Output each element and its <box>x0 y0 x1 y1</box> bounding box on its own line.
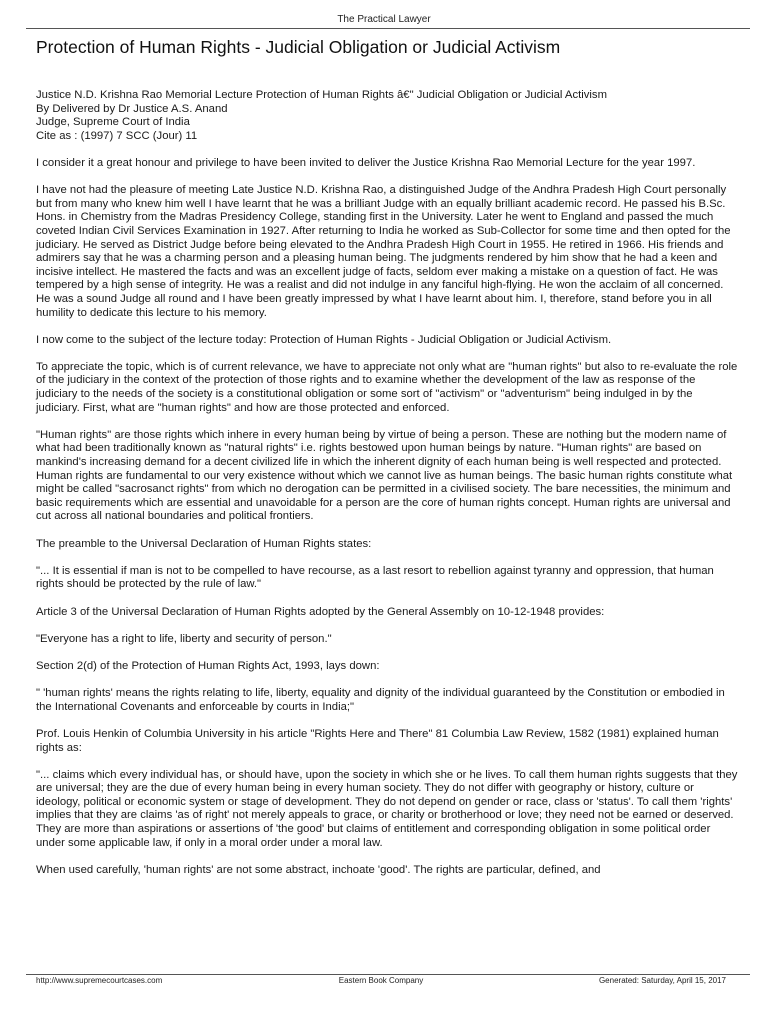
paragraph: "Human rights" are those rights which inhere in every human being by virtue of being a person. These are nothing but the modern name of what had been traditionally known as "natural rights" i.e. rights bestowed upon human beings by nature. "Human rights" are based on mankind's increasing demand for a decent civilized life in which the inherent dignity of each human being is well respected and protected. Human rights are fundamental to our very existence without which we cannot live as human beings. The basic human rights constitute what might be called "sacrosanct rights" from which no derogation can be permitted in a civilised society. The bare necessities, the minimum and basic requirements which are essential and unavoidable for a person are the core of human rights concept. Human rights are universal and cut across all national boundaries and political frontiers. <box>36 428 733 523</box>
lecturer-line: By Delivered by Dr Justice A.S. Anand <box>36 102 228 115</box>
paragraph: Section 2(d) of the Protection of Human Rights Act, 1993, lays down: <box>36 659 380 672</box>
paragraph: I have not had the pleasure of meeting Late Justice N.D. Krishna Rao, a distinguished Judge of the Andhra Pradesh High Court personally but from many who knew him well I have learnt that he was a brilliant Judge with an equally brilliant academic record. He passed his B.Sc. Hons. in Chemistry from the Madras Presidency College, standing first in the University. Later he went to England and passed the much coveted Indian Civil Services Examination in 1927. After returning to India he worked as Sub-Collector for some time and then opted for the judiciary. He served as District Judge before being elevated to the Andhra Pradesh High Court in 1955. He retired in 1966. His friends and admirers say that he was a charming person and a pleasing human being. The judgments rendered by him show that he had a keen and incisive intellect. He mastered the facts and was an excellent judge of facts, seldom ever making a mistake on a question of fact. He was tempered by a high sense of integrity. He was a realist and did not indulge in any fanciful high-flying. He won the acclaim of all concerned. He was a sound Judge all round and I have been greatly impressed by what I have learnt about him. I, therefore, stand before you in all humility to dedicate this lecture to his memory. <box>36 184 731 319</box>
paragraph: Prof. Louis Henkin of Columbia University in his article "Rights Here and There" 81 Columbia Law Review, 1582 (1981) explained human rights as: <box>36 727 719 754</box>
paragraph: To appreciate the topic, which is of current relevance, we have to appreciate not only what are "human rights" but also to re-evaluate the role of the judiciary in the context of the protection of those rights and to examine whether the development of the law as response of the judiciary to the needs of the society is a constitutional obligation or some sort of "activism" or "adventurism" being indulged in by the judiciary. First, what are "human rights" and how are those protected and enforced. <box>36 360 738 414</box>
document-body <box>36 89 738 891</box>
lecturer-designation: Judge, Supreme Court of India <box>36 116 190 129</box>
lecture-heading: Justice N.D. Krishna Rao Memorial Lecture Protection of Human Rights â€" Judicial Obligation or Judicial Activism <box>36 89 607 101</box>
paragraph: When used carefully, 'human rights' are not some abstract, inchoate 'good'. The rights are particular, defined, and <box>36 863 601 876</box>
footer-publisher: Eastern Book Company <box>338 976 424 985</box>
paragraph: The preamble to the Universal Declaration of Human Rights states: <box>36 537 372 550</box>
page-footer <box>36 976 726 988</box>
header-divider <box>26 28 750 29</box>
quote-paragraph: " 'human rights' means the rights relating to life, liberty, equality and dignity of the individual guaranteed by the Constitution or embodied in the International Covenants and enforceable by courts in India;" <box>36 687 725 713</box>
quote-paragraph: "... claims which every individual has, or should have, upon the society in which she or he lives. To call them human rights suggests that they are universal; they are the due of every human being in every human society. They do not differ with geography or history, culture or ideology, political or economic system or stage of development. They do not depend on gender or race, class or 'status'. To call them 'rights' implies that they are claims 'as of right' not merely appeals to grace, or charity or brotherhood or love; they need not be earned or deserved. They are more than aspirations or assertions of 'the good' but claims of entitlement and corresponding obligation in some political order under some applicable law, if only in a moral order under a moral law. <box>36 768 738 849</box>
footer-divider <box>26 974 750 975</box>
footer-generated-date: Generated: Saturday, April 15, 2017 <box>598 976 726 985</box>
running-head: The Practical Lawyer <box>337 14 431 25</box>
footer-url-link[interactable]: http://www.supremecourtcases.com <box>36 976 163 985</box>
paragraph: I now come to the subject of the lecture today: Protection of Human Rights - Judicial Obligation or Judicial Activism. <box>36 333 612 346</box>
citation-reference: Cite as : (1997) 7 SCC (Jour) 11 <box>36 129 198 142</box>
document-title: Protection of Human Rights - Judicial Obligation or Judicial Activism <box>36 37 561 57</box>
paragraph: Article 3 of the Universal Declaration of Human Rights adopted by the General Assembly on 10-12-1948 provides: <box>36 605 605 618</box>
quote-paragraph: "Everyone has a right to life, liberty and security of person." <box>36 632 332 645</box>
citation-block <box>36 89 738 143</box>
paragraph: I consider it a great honour and privilege to have been invited to deliver the Justice Krishna Rao Memorial Lecture for the year 1997. <box>36 156 696 169</box>
quote-paragraph: "... It is essential if man is not to be compelled to have recourse, as a last resort to rebellion against tyranny and oppression, that human rights should be protected by the rule of law." <box>36 564 714 591</box>
